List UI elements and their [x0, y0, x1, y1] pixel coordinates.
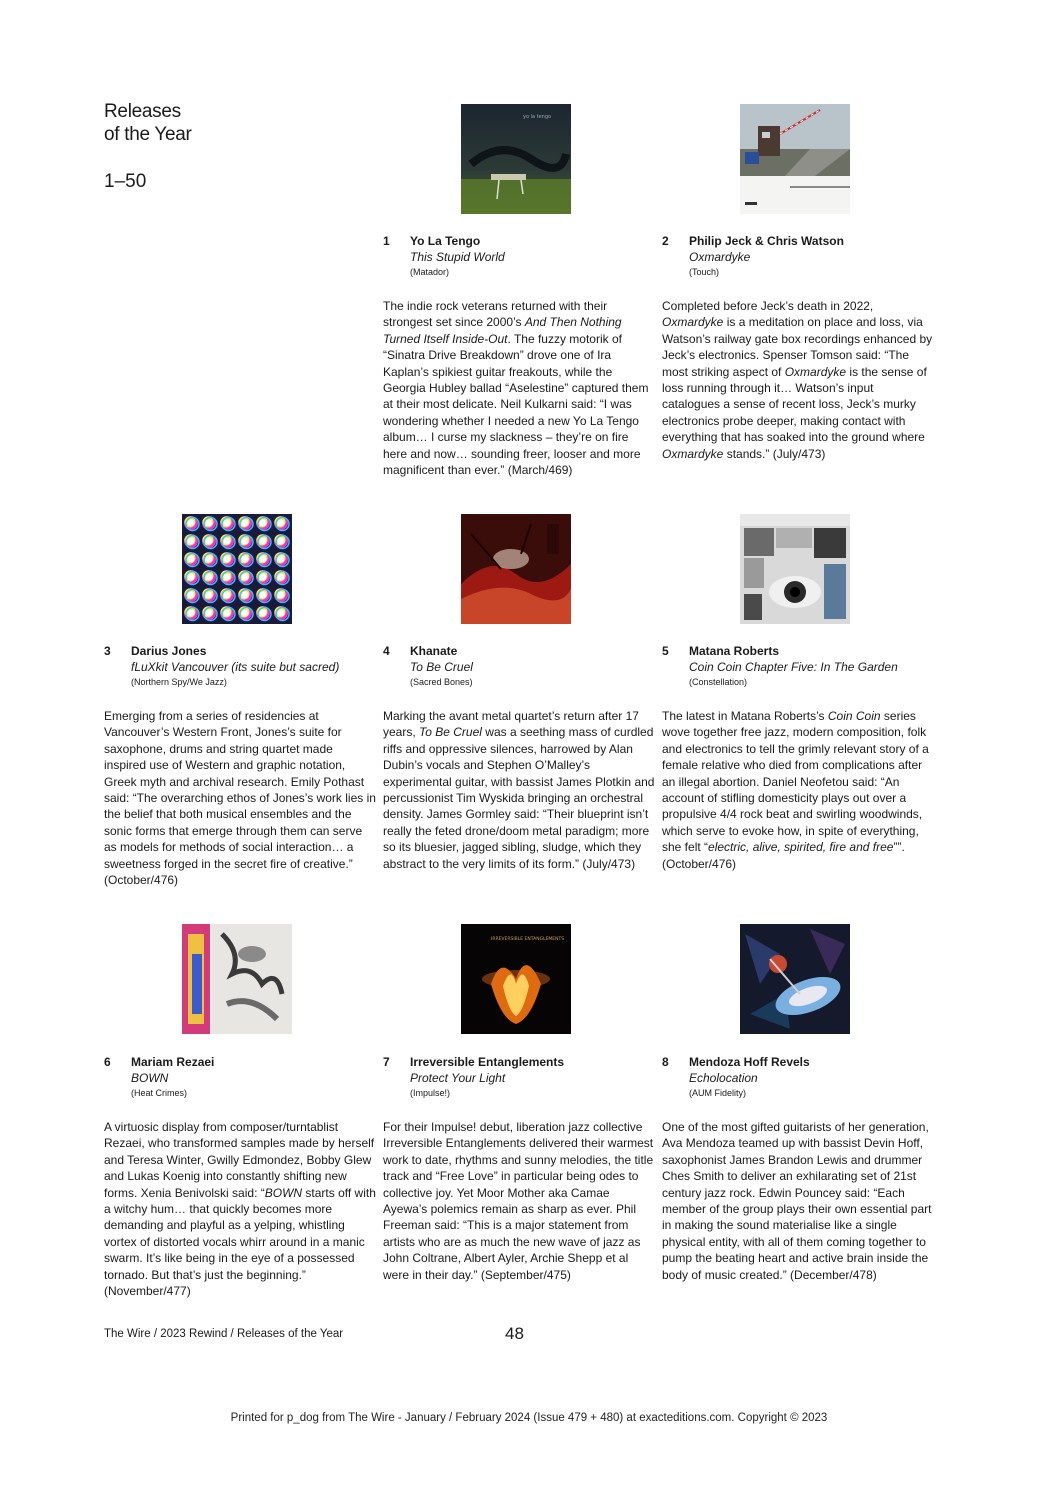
entry-review: [383, 298, 655, 478]
text-run: The latest in Matana Roberts’s: [662, 709, 828, 723]
italic-run: And Then Nothing Turned Itself Inside-Out: [383, 315, 622, 346]
entry-title: Echolocation: [689, 1071, 758, 1085]
cover-oxmardyke: [740, 104, 850, 214]
section-range: 1–50: [104, 171, 147, 192]
entry-rank: 7: [383, 1055, 390, 1069]
text-run: stands.” (July/473): [723, 446, 826, 461]
text-run: Emerging from a series of residencies at Vancouver’s Western Front, Jones’s suite for saxophone, drums and string quartet made inspired use of Western and graphic notation, Greek myth and archival research. Emily Pothast said: “The overarching ethos of Jones’s work lies in the belief that both musical ensembles and the sonic forms that emerge through them can serve as models for methods of social interaction… a sweetness forged in the secret fire of creative.” (October/476): [104, 709, 376, 888]
italic-run: Oxmardyke: [662, 446, 724, 461]
text-run: Marking the avant metal quartet’s return after 17 years,: [383, 709, 639, 740]
entry-label: (Heat Crimes): [131, 1088, 188, 1098]
text-run: series wove together free jazz, modern composition, folk and electronics to tell the grimly relevant story of a female relative who died from complications after an illegal abortion. Daniel Neofetou said: “An account of stifling domesticity plays out over a propulsive 4/4 rock beat and swirling woodwinds, which serve to evoke how, in spite of everything, she felt “: [662, 709, 929, 855]
cover-fluxkit: [182, 514, 292, 624]
text-run: starts off with a witchy hum… that quickly becomes more demanding and playful as a yelping, whistling vortex of distorted vocals whirr around in a manic swarm. It’s like being in the eye of a possessed tornado. But that’s just the beginning.” (November/477): [104, 1185, 376, 1299]
entry-title: Oxmardyke: [689, 250, 751, 264]
entry-artist: Matana Roberts: [689, 644, 780, 658]
entry-review: [662, 708, 934, 872]
svg-text:yo la tengo: yo la tengo: [523, 114, 552, 120]
entry-title: BOWN: [131, 1071, 169, 1085]
cover-protect-your-light: [461, 924, 571, 1034]
text-run: is the sense of loss running through it… Watson’s input catalogues a sense of recent loss, Jeck’s murky electronics probe deeper, making contact with everything that has soaked into the ground where: [662, 364, 927, 445]
entry-artist: Mariam Rezaei: [131, 1055, 215, 1069]
section-title-line1: Releases: [104, 101, 181, 122]
entry-label: (Impulse!): [410, 1088, 451, 1098]
entry-rank: 6: [104, 1055, 111, 1069]
section-title: [104, 100, 304, 146]
italic-run: electric, alive, spirited, fire and free: [708, 840, 894, 855]
entry-artist: Mendoza Hoff Revels: [689, 1055, 810, 1069]
text-run: was a seething mass of curdled riffs and oppressive silences, harrowed by Alan Dubin’s vocals and Stephen O’Malley’s experimental guitar, with bassist James Plotkin and percussionist Tim Wyskida bringing an orchestral density. James Gormley said: “Their blueprint isn’t really the feted drone/doom metal paradigm; more so its bluesier, jagged sibling, sludge, which they abstract to the very limits of its form.” (July/473): [383, 725, 655, 871]
entry-label: (Matador): [410, 267, 450, 277]
entry-title: This Stupid World: [410, 250, 505, 264]
entry-review: [662, 298, 934, 462]
entry-label: (AUM Fidelity): [689, 1088, 747, 1098]
cover-to-be-cruel: [461, 514, 571, 624]
cover-bown: [182, 924, 292, 1034]
running-title: The Wire / 2023 Rewind / Releases of the Year: [104, 1328, 344, 1340]
text-run: . The fuzzy motorik of “Sinatra Drive Breakdown” drove one of Ira Kaplan’s spikiest guitar freakouts, while the Georgia Hubley ballad “Aselestine” captured them at their most delicate. Neil Kulkarni said: “I was wondering whether I needed a new Yo La Tengo album… I curse my slackness – they’re on fire here and now… sounding freer, looser and more magnificent than ever.” (March/469): [383, 331, 649, 478]
text-run: ””. (October/476): [662, 840, 905, 871]
entry-rank: 2: [662, 234, 669, 248]
text-run: is a meditation on place and loss, via Watson’s railway gate box recordings enhanced by Jeck’s electronics. Spenser Tomson said: “The most striking aspect of: [662, 315, 933, 379]
entry-title: Protect Your Light: [410, 1071, 506, 1085]
entry-title: Coin Coin Chapter Five: In The Garden: [689, 660, 898, 674]
entry-label: (Constellation): [689, 677, 748, 687]
text-run: One of the most gifted guitarists of her generation, Ava Mendoza teamed up with bassist Devin Hoff, saxophonist James Brandon Lewis and drummer Ches Smith to deliver an exhilarating set of 21st century jazz rock. Edwin Pouncey said: “Each member of the group plays their own essential part in making the sound materialise like a single physical entity, with all of them coming together to pump the beating heart and active brain inside the body of music created.” (December/478): [662, 1120, 932, 1282]
entry-review: [662, 1119, 934, 1283]
cover-yo-la-tengo: [461, 104, 571, 214]
text-run: A virtuosic display from composer/turntablist Rezaei, who transformed samples made by herself and Teresa Winter, Gwilly Edmondez, Bobby Glew and Lukas Koenig into constantly shifting new forms. Xenia Benivolski said: “: [104, 1120, 375, 1200]
italic-run: To Be Cruel: [419, 725, 482, 740]
text-run: For their Impulse! debut, liberation jazz collective Irreversible Entanglements delivered their warmest work to date, rhythms and sunny melodies, the title track and “Free Love” in particular being odes to collective joy. Yet Moor Mother aka Camae Ayewa’s polemics remain as sharp as ever. Phil Freeman said: “This is a major statement from artists who are as much the new wave of jazz as John Coltrane, Albert Ayler, Archie Shepp et al were in their day.” (September/475): [383, 1120, 654, 1282]
entry-artist: Darius Jones: [131, 644, 207, 658]
entry-title: fLuXkit Vancouver (its suite but sacred): [131, 660, 340, 674]
entry-rank: 8: [662, 1055, 669, 1069]
text-run: The indie rock veterans returned with their strongest set since 2000’s: [383, 299, 608, 330]
entry-label: (Northern Spy/We Jazz): [131, 677, 227, 687]
entry-rank: 1: [383, 234, 390, 248]
entry-review: [383, 708, 655, 872]
entry-review: [383, 1119, 655, 1283]
italic-run: Coin Coin: [827, 709, 881, 723]
entry-rank: 3: [104, 644, 111, 658]
print-note: Printed for p_dog from The Wire - January / February 2024 (Issue 479 + 480) at exacteditions.com. Copyright © 2023: [230, 1412, 828, 1424]
entry-rank: 5: [662, 644, 669, 658]
italic-run: Oxmardyke: [784, 364, 847, 379]
entry-artist: Philip Jeck & Chris Watson: [689, 234, 844, 248]
entry-artist: Irreversible Entanglements: [410, 1055, 565, 1069]
entry-review: [104, 708, 376, 888]
entry-rank: 4: [383, 644, 390, 658]
cover-echolocation: [740, 924, 850, 1034]
italic-run: BOWN: [264, 1185, 303, 1200]
text-run: Completed before Jeck’s death in 2022,: [662, 299, 874, 313]
page-number: 48: [505, 1324, 524, 1343]
entry-label: (Sacred Bones): [410, 677, 473, 687]
svg-text:IRREVERSIBLE ENTANGLEMENTS: IRREVERSIBLE ENTANGLEMENTS: [491, 937, 565, 942]
entry-title: To Be Cruel: [410, 660, 473, 674]
italic-run: Oxmardyke: [662, 315, 724, 330]
section-title-line2: of the Year: [104, 124, 192, 145]
cover-coin-coin: [740, 514, 850, 624]
entry-artist: Yo La Tengo: [410, 234, 481, 248]
entry-review: [104, 1119, 376, 1299]
entry-label: (Touch): [689, 267, 720, 277]
entry-artist: Khanate: [410, 644, 458, 658]
